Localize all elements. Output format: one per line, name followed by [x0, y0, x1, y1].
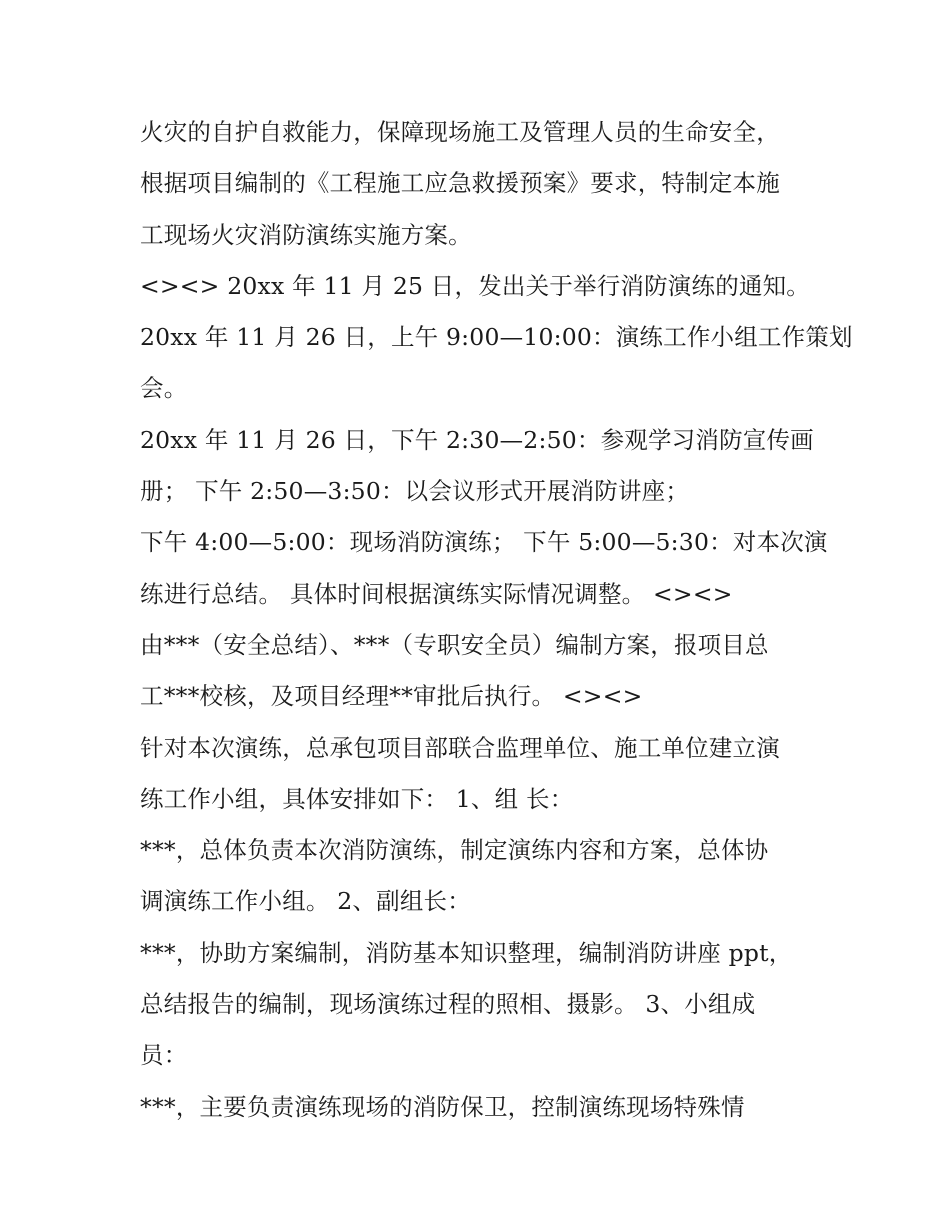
- text-line: <><> 20xx 年 11 月 25 日，发出关于举行消防演练的通知。: [140, 271, 810, 300]
- text-line: 针对本次演练，总承包项目部联合监理单位、施工单位建立演: [140, 733, 780, 762]
- text-line: 20xx 年 11 月 26 日，上午 9:00—10:00：演练工作小组工作策划: [140, 323, 853, 352]
- text-line: 根据项目编制的《工程施工应急救援预案》要求，特制定本施: [140, 169, 780, 198]
- text-line: 调演练工作小组。 2、副组长：: [140, 887, 471, 916]
- text-line: 总结报告的编制，现场演练过程的照相、摄影。 3、小组成: [140, 990, 756, 1019]
- text-line: 20xx 年 11 月 26 日，下午 2:30—2:50：参观学习消防宣传画: [140, 425, 814, 454]
- text-line: 火灾的自护自救能力，保障现场施工及管理人员的生命安全，: [140, 118, 780, 146]
- text-line: 员：: [140, 1041, 188, 1070]
- text-line: ***，协助方案编制，消防基本知识整理，编制消防讲座 ppt，: [140, 938, 793, 967]
- text-line: 会。: [140, 374, 188, 403]
- text-line: ***，总体负责本次消防演练，制定演练内容和方案，总体协: [140, 836, 769, 865]
- text-line: 由***（安全总结）、***（专职安全员）编制方案，报项目总: [140, 630, 769, 659]
- text-line: 工***校核，及项目经理**审批后执行。 <><>: [140, 682, 643, 711]
- document-body: [140, 107, 853, 1133]
- text-line: 下午 4:00—5:00：现场消防演练； 下午 5:00—5:30：对本次演: [140, 528, 828, 557]
- text-line: 练进行总结。 具体时间根据演练实际情况调整。 <><>: [140, 579, 733, 608]
- text-line: 工现场火灾消防演练实施方案。: [140, 220, 472, 249]
- text-line: 练工作小组，具体安排如下： 1、组 长：: [140, 784, 574, 813]
- text-line: ***，主要负责演练现场的消防保卫，控制演练现场特殊情: [140, 1092, 745, 1121]
- text-line: 册； 下午 2:50—3:50：以会议形式开展消防讲座；: [140, 477, 690, 506]
